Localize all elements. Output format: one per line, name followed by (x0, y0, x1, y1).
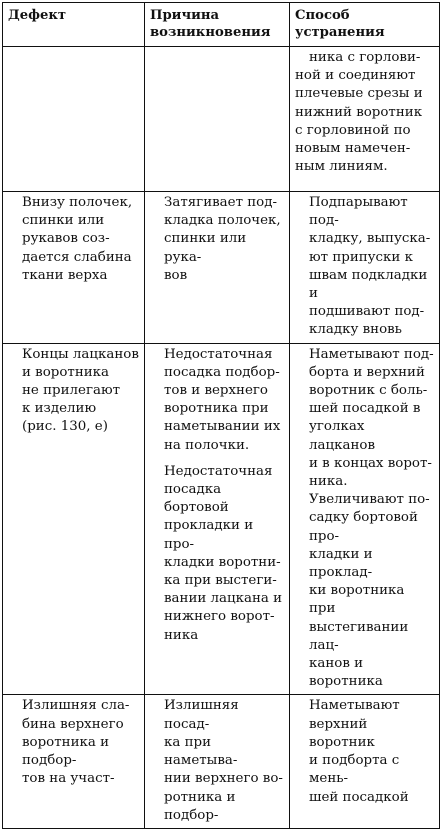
header-row (3, 3, 440, 47)
cell-cause (145, 695, 290, 828)
cell-text: Увеличивают по- садку бортовой про- кладки и проклад- ки воротника при выстегивании лац- канов и воротника (309, 492, 430, 690)
header-cause: Причина возникновения (145, 3, 290, 47)
cell-defect (3, 343, 145, 695)
cell-text: Внизу полочек, спинки или рукавов соз- дается слабина ткани верха (22, 195, 133, 283)
cell-defect (3, 192, 145, 344)
cell-defect (3, 47, 145, 192)
cell-fix (290, 343, 440, 695)
cell-text: Затягивает под- кладка полочек, спинки или рука- вов (164, 195, 281, 283)
header-fix: Способ устранения (290, 3, 440, 47)
table-row (3, 343, 440, 695)
cell-fix (290, 695, 440, 828)
cell-cause (145, 343, 290, 695)
header-defect: Дефект (3, 3, 145, 47)
defects-table (2, 2, 440, 829)
cell-fix (290, 47, 440, 192)
cell-text: Наметывают под- борта и верхний воротник с боль- шей посадкой в уголках лацканов и в концах ворот- ника. (309, 346, 434, 490)
table-header (3, 3, 440, 47)
cell-text: Недостаточная посадка подбор- тов и верхнего воротника при наметывании их на полочки. (164, 346, 281, 453)
table-row (3, 695, 440, 828)
cell-cause (145, 192, 290, 344)
cell-text: Наметывают верхний воротник и подборта с мень- шей посадкой (309, 698, 409, 805)
cell-text: ника с горлови- ной и соединяют плечевые срезы и нижний воротник с горловиной по новым намечен- ным линиям. (295, 50, 423, 175)
table-row (3, 47, 440, 192)
cell-text: Концы лацканов и воротника не прилегают к изделию (рис. 130, е) (22, 346, 139, 435)
cell-defect (3, 695, 145, 828)
table-body (3, 47, 440, 829)
cell-text: Недостаточная посадка бортовой прокладки и про- кладки воротни- ка при выстеги- вании лацкана и нижнего ворот- ника (164, 463, 283, 643)
cell-fix (290, 192, 440, 344)
cell-text: Излишняя посад- ка при наметыва- нии верхнего во- ротника и подбор- (164, 698, 283, 823)
cell-text: Излишняя сла- бина верхнего воротника и подбор- тов на участ- (22, 698, 130, 787)
cell-cause (145, 47, 290, 192)
table-row (3, 192, 440, 344)
cell-text: Подпарывают под- кладку, выпуска- ют припуски к швам подкладки и подшивают под- кладку вновь (309, 195, 431, 338)
